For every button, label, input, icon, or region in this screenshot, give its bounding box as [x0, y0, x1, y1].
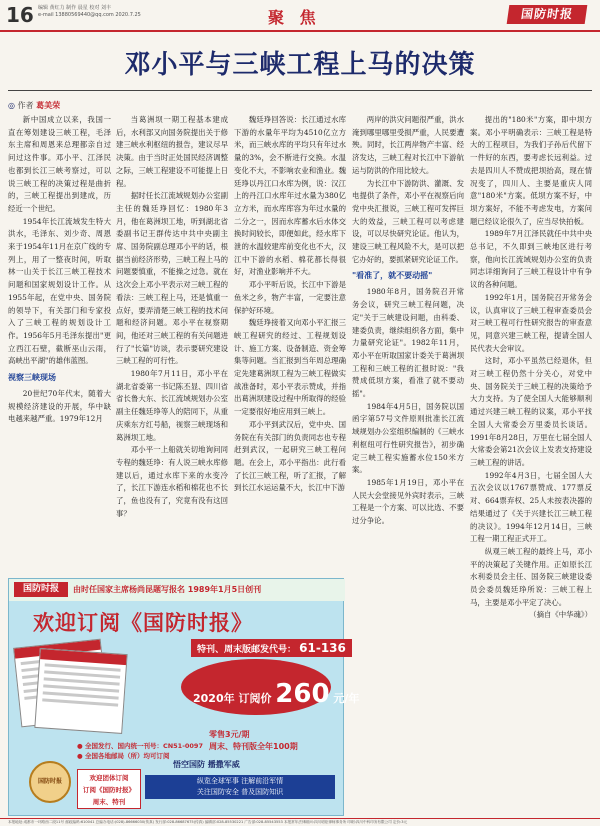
author-label: 作者	[17, 101, 34, 110]
paragraph: 1985年1月19日，邓小平在人民大会堂接见外宾时表示，三峡工程是一个方案、可以比选、不要过分争论。	[352, 477, 464, 526]
box-title: 欢迎团体订阅	[89, 774, 129, 782]
box-sub2: 周末、特刊	[92, 798, 126, 806]
header-rule	[0, 30, 600, 32]
paragraph: 1980年7月11日，邓小平在湖北省委第一书记陈丕显、四川省省长鲁大东、长江流域规划办公室副主任魏廷琤等人的陪同下，从重庆乘东方红号船，视察三峡现场和葛洲坝工地。	[116, 369, 228, 442]
paragraph: 这时，邓小平虽然已经退休，但对三峡工程仍然十分关心，对党中央、国务院关于三峡工程的决策给予大力支持。为了使全国人大能够顺利通过兴建三峡工程的议案，邓小平找全国人大常委会万里委员长谈话。1991年8月28日，万里在七届全国人大常委会第21次会议上发表支持建设三峡工程的讲话。	[470, 356, 592, 467]
paragraph: 邓小平听后说，长江中下游是鱼米之乡，物产丰富，一定要注意保护好环境。	[234, 280, 346, 315]
retail-price-sub: 周末、特刊版全年100期	[209, 742, 298, 751]
ad-bullet: ● 全国发行、国内统一刊号：CN51-0097	[77, 742, 203, 750]
paragraph: 当葛洲坝一期工程基本建成后，水利部又向国务院提出关于修建三峡水利枢纽的报告，建议尽早决策。由于当时正处国民经济调整之际，三峡工程建设不可能提上日程。	[116, 115, 228, 188]
article-column-5	[470, 114, 592, 814]
article-column-3	[234, 114, 346, 574]
slogan-line: 关注国防安全 普及国防知识	[196, 788, 284, 796]
ad-logo: 国防时报	[14, 582, 68, 597]
retail-price-label: 零售3元/期	[209, 730, 250, 739]
page-header	[0, 0, 600, 30]
paragraph: 1984年4月5日，国务院以国函字第57号文件原则批准长江流域规划办公室组织编制的《三峡水利枢纽可行性研究报告》，初步确定三峡工程实施蓄水位150米方案。	[352, 401, 464, 475]
article-column-1	[8, 114, 111, 574]
subscription-advertisement	[8, 578, 360, 816]
paragraph: 新中国成立以来，我国一直在筹划建设三峡工程，毛泽东主席和周恩来总理都亲自过问过这件事。邓小平、江泽民也都到长江三峡考察过，可以说三峡工程的决策过程是曲折的，三峡工程提出到建成，历经近一个世纪。	[8, 115, 111, 213]
subheading: 视察三峡现场	[8, 373, 56, 383]
paragraph: 纵观三峡工程的最终上马，邓小平的决策起了关键作用。正如原长江水利委员会主任、国务院三峡建设委员会委员魏廷琤所说：三峡工程上马，主要是邓小平定了决心。	[470, 546, 592, 607]
ad-header-text: 由时任国家主席杨尚昆题写报名 1989年1月5日创刊	[73, 585, 262, 594]
price-label: 2020年 订阅价	[193, 692, 272, 705]
newspaper-sheet	[34, 648, 127, 734]
article-column-2	[116, 114, 228, 574]
ad-bullets	[77, 741, 203, 761]
email-date-line: e-mail 13880569440@qq.com 2020.7.25	[38, 12, 141, 18]
ad-slogan-banner	[145, 775, 335, 799]
paragraph: 魏廷琤接着又向邓小平汇报三峡工程研究的经过、工程规划设计、施工方案、设备制造、资金筹集等问题。当汇报到当年周总理确定先建葛洲坝工程为三峡工程做实战准备时，邓小平表示赞成，并指出葛洲坝建设过程中所取得的经验一定要很好地应用到三峡上。	[234, 318, 346, 417]
paragraph: 1992年4月3日，七届全国人大五次会议以1767票赞成、177票反对、664票弃权、25人未按表决器的结果通过了《关于兴建长江三峡工程的决议》。1994年12月14日，三峡工程一期工程正式开工。	[470, 470, 592, 544]
article-column-4	[352, 114, 464, 814]
paragraph: 邓小平一上船就关切地询问同专程的魏廷琤：有人说三峡水库修建以后，通过水库下来的水变冷了，长江下游连水稻和棉花也不长了，鱼也没有了，究竟有没有这回事？	[116, 445, 228, 518]
title-rule	[8, 90, 592, 91]
paragraph: 据时任长江流域规划办公室副主任的魏廷琤回忆：1980年3月，他在葛洲坝工地，听到湖北省委副书记王群传达中共中央副主席、国务院副总理邓小平的话，根据当前经济形势，三峡工程上马的问题要慎重，不能操之过急。就在这次会上邓小平表示对三峡工程的看法：三峡工程上马，还是慎重一点好，要弄清楚三峡工程的技术问题和经济问题。邓小平在视察期间，他还对三峡工程的有关问题进行了"长篇"访谈，表示要研究建设三峡工程的可行性。	[116, 191, 228, 366]
paragraph: 1992年1月，国务院召开常务会议，认真审议了三峡工程审查委员会对三峡工程可行性研究报告的审查意见，同意兴建三峡工程，提请全国人民代表大会审议。	[470, 292, 592, 353]
ad-headline: 欢迎订阅《国防时报》	[33, 610, 253, 635]
seal-icon: 国防时报	[29, 761, 71, 803]
newspaper-stack-image	[17, 643, 133, 739]
article-title: 邓小平与三峡工程上马的决策	[124, 50, 476, 80]
slogan-line: 纵览全球军事 注解前沿军情	[196, 777, 284, 785]
price-unit: 元/年	[333, 692, 360, 705]
paragraph: 为长江中下游防洪、灌溉、发电提供了条件，邓小平在视察后向党中央汇报说，三峡工程可发挥巨大的效益，三峡工程可以考虑建设，可以尽快研究论证。他认为，建设三峡工程风险不大，是可以把它办好的，要抓紧研究论证工作。	[352, 178, 464, 264]
author-name: 葛美荣	[36, 101, 61, 110]
group-subscription-box	[77, 769, 141, 809]
source-note: （摘自《中华魂》）	[529, 610, 592, 620]
ad-bullet: ● 全国各地邮局（所）均可订阅	[77, 752, 170, 760]
paragraph: 20世纪70年代末，随着大规模经济建设的开展，华中缺电越来越严重。1979年12月	[8, 389, 111, 424]
paragraph: 1989年7月江泽民就任中共中央总书记，不久即到三峡地区进行考察，他向长江流域规划办公室的负责同志详细询问了三峡工程设计中有争议的各种问题。	[470, 229, 592, 290]
paragraph: 提出的"180米"方案，即中坝方案。邓小平明确表示：三峡工程是特大的工程项目，为我们子孙后代留下一件好的东西，要考虑长远利益。过去是四川人不赞成把坝抬高，现在情况变了，四川人、主要是重庆人同意"180米"方案。低坝方案不好，中坝方案好，不能不考虑发电，方案问题已经议论很久了，应当尽快拍板。	[470, 115, 592, 226]
price-value: 260	[275, 679, 330, 709]
box-sub: 订阅《国防时报》	[83, 786, 135, 794]
paragraph: 邓小平到武汉后，党中央、国务院在有关部门的负责同志也专程赶到武汉，一起研究三峡工程问题。在会上，邓小平指出：此行看了长江三峡工程，听了汇报，了解到长江水运运量不大，长江中下游	[234, 419, 346, 493]
footer-info: 本报地址:成都市一环路西二段11号 邮政编码:610041 总编办电话:(028)-86666030(传真) 发行部:028-86687675(传真) 编辑部:028-85530221 广告部:028-85543553 本报常年法律顾问:四川明炬律师事务所 印刷:四川中科印务有限公司 定价:3元	[8, 820, 408, 824]
paragraph: 1954年长江流域发生特大洪水，毛泽东、刘少奇、周恩来于1954年11月在京广线的专列上，用了一整夜时间，听取林一山关于长江三峡工程技术问题和国家规划设计工作。从1955年起，在党中央、国务院的领导下，有关部门和专家投入了三峡工程的规划设计工作。1956年5月毛泽东提出"更立西江石壁，截断巫山云雨，高峡出平湖"的雄伟蓝图。	[8, 216, 111, 366]
editor-meta	[38, 5, 141, 19]
retail-price	[209, 729, 298, 753]
section-title: 聚 焦	[268, 8, 321, 27]
byline-arrow-icon: ◎	[8, 101, 15, 110]
paragraph: 魏廷琤回答说：长江通过水库下游的水量年平均为4510亿立方米，而三峡水库的平均只有年过水量的3%，会不断进行交换。水温变化不大，不影响农业和渔业。魏廷琤以丹江口水库为例，说：汉江上的丹江口水库年过水量为380亿立方米，而水库库容为年过水量的二分之一，因而水库蓄水后水体交换时间较长，即便如此，经水库下泄的水温较建库前变化也不大，汉江中下游的水稻、棉花都长得很好，对渔业影响并不大。	[234, 115, 346, 277]
postal-code-badge	[191, 639, 352, 657]
byline	[8, 100, 60, 111]
postal-code-label: 特刊、周末版邮发代号：	[197, 645, 297, 655]
paragraph: 两岸的洪灾问题很严重，洪水淹到哪里哪里受损严重，人民要遭殃。同时，长江两岸物产丰富、经济发达，三峡工程对长江中下游航运与防洪的作用比较大。	[352, 115, 464, 175]
page-number: 16	[6, 3, 34, 27]
editor-line: 编辑 黄红力 制作 晨星 校对 刘丰	[38, 5, 111, 11]
paragraph: 1980年8月，国务院召开常务会议，研究三峡工程问题，决定"关于三峡建设问题，由科委、建委负责，继续组织各方面，集中力量研究论证"。1982年11月，邓小平在听取国家计委关于葛洲坝工程和三峡工程的汇报时说："我赞成低坝方案，看准了就不要动摇"。	[352, 287, 464, 399]
newspaper-logo: 国防时报	[507, 5, 588, 24]
ad-slogan: 悟空国防 播撒军威	[173, 759, 240, 769]
subheading: "看准了，就不要动摇"	[352, 271, 433, 281]
postal-code: 61-136	[299, 641, 346, 655]
price-block	[193, 679, 359, 709]
